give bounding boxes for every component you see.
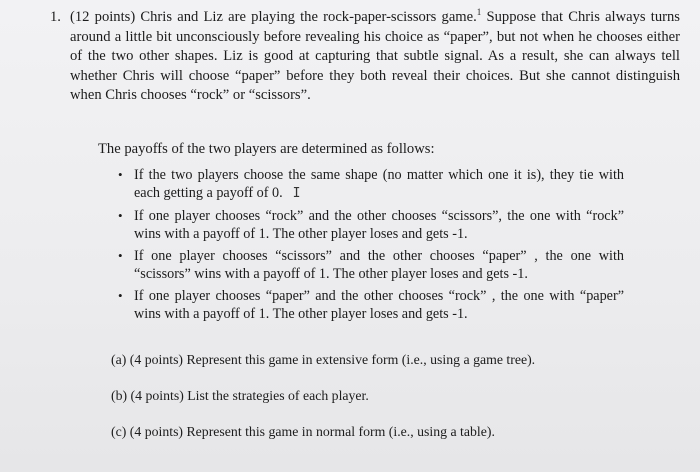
payoff-rule-rock-scissors: • If one player chooses “rock” and the other chooses “scissors”, the one with “rock” wins with a payoff of 1. The other player loses and gets -1. xyxy=(118,208,624,242)
problem-text xyxy=(70,8,680,106)
sub-question-c: (c) (4 points) Represent this game in normal form (i.e., using a table). xyxy=(111,424,495,439)
problem-number: 1. xyxy=(50,9,61,25)
payoff-intro: The payoffs of the two players are determined as follows: xyxy=(98,141,435,157)
problem-text-rest: Suppose that Chris always turns around a little bit unconsciously before revealing his choice as “paper”, but not when he chooses either of the two other shapes. Liz is good at capturing that subtle signal. As a result, she can always tell whether Chris will choose “paper” before they both reveal their choices. But she cannot distinguish when Chris chooses “rock” or “scissors”. xyxy=(70,9,680,103)
bullet-icon: • xyxy=(118,167,123,182)
payoff-rules-list xyxy=(110,166,624,327)
payoff-rule-tie: • If the two players choose the same shape (no matter which one it is), they tie with each getting a payoff of 0. I xyxy=(118,167,624,201)
problem-statement xyxy=(50,7,680,106)
payoff-rule-scissors-paper: • If one player chooses “scissors” and the other chooses “paper” , the one with “scissors” wins with a payoff of 1. The other player loses and gets -1. xyxy=(118,248,624,282)
footnote-marker: 1 xyxy=(476,7,482,18)
text-cursor-icon: I xyxy=(292,186,301,201)
bullet-icon: • xyxy=(118,248,123,263)
sub-question-a: (a) (4 points) Represent this game in extensive form (i.e., using a game tree). xyxy=(111,352,536,367)
bullet-icon: • xyxy=(118,208,123,223)
sub-questions xyxy=(111,352,535,460)
bullet-icon: • xyxy=(118,288,123,303)
payoff-rule-paper-rock: • If one player chooses “paper” and the other chooses “rock” , the one with “paper” wins with a payoff of 1. The other player loses and gets -1. xyxy=(118,288,624,322)
problem-text-start: (12 points) Chris and Liz are playing the rock-paper-scissors game. xyxy=(70,9,477,25)
sub-question-b: (b) (4 points) List the strategies of each player. xyxy=(111,388,369,403)
